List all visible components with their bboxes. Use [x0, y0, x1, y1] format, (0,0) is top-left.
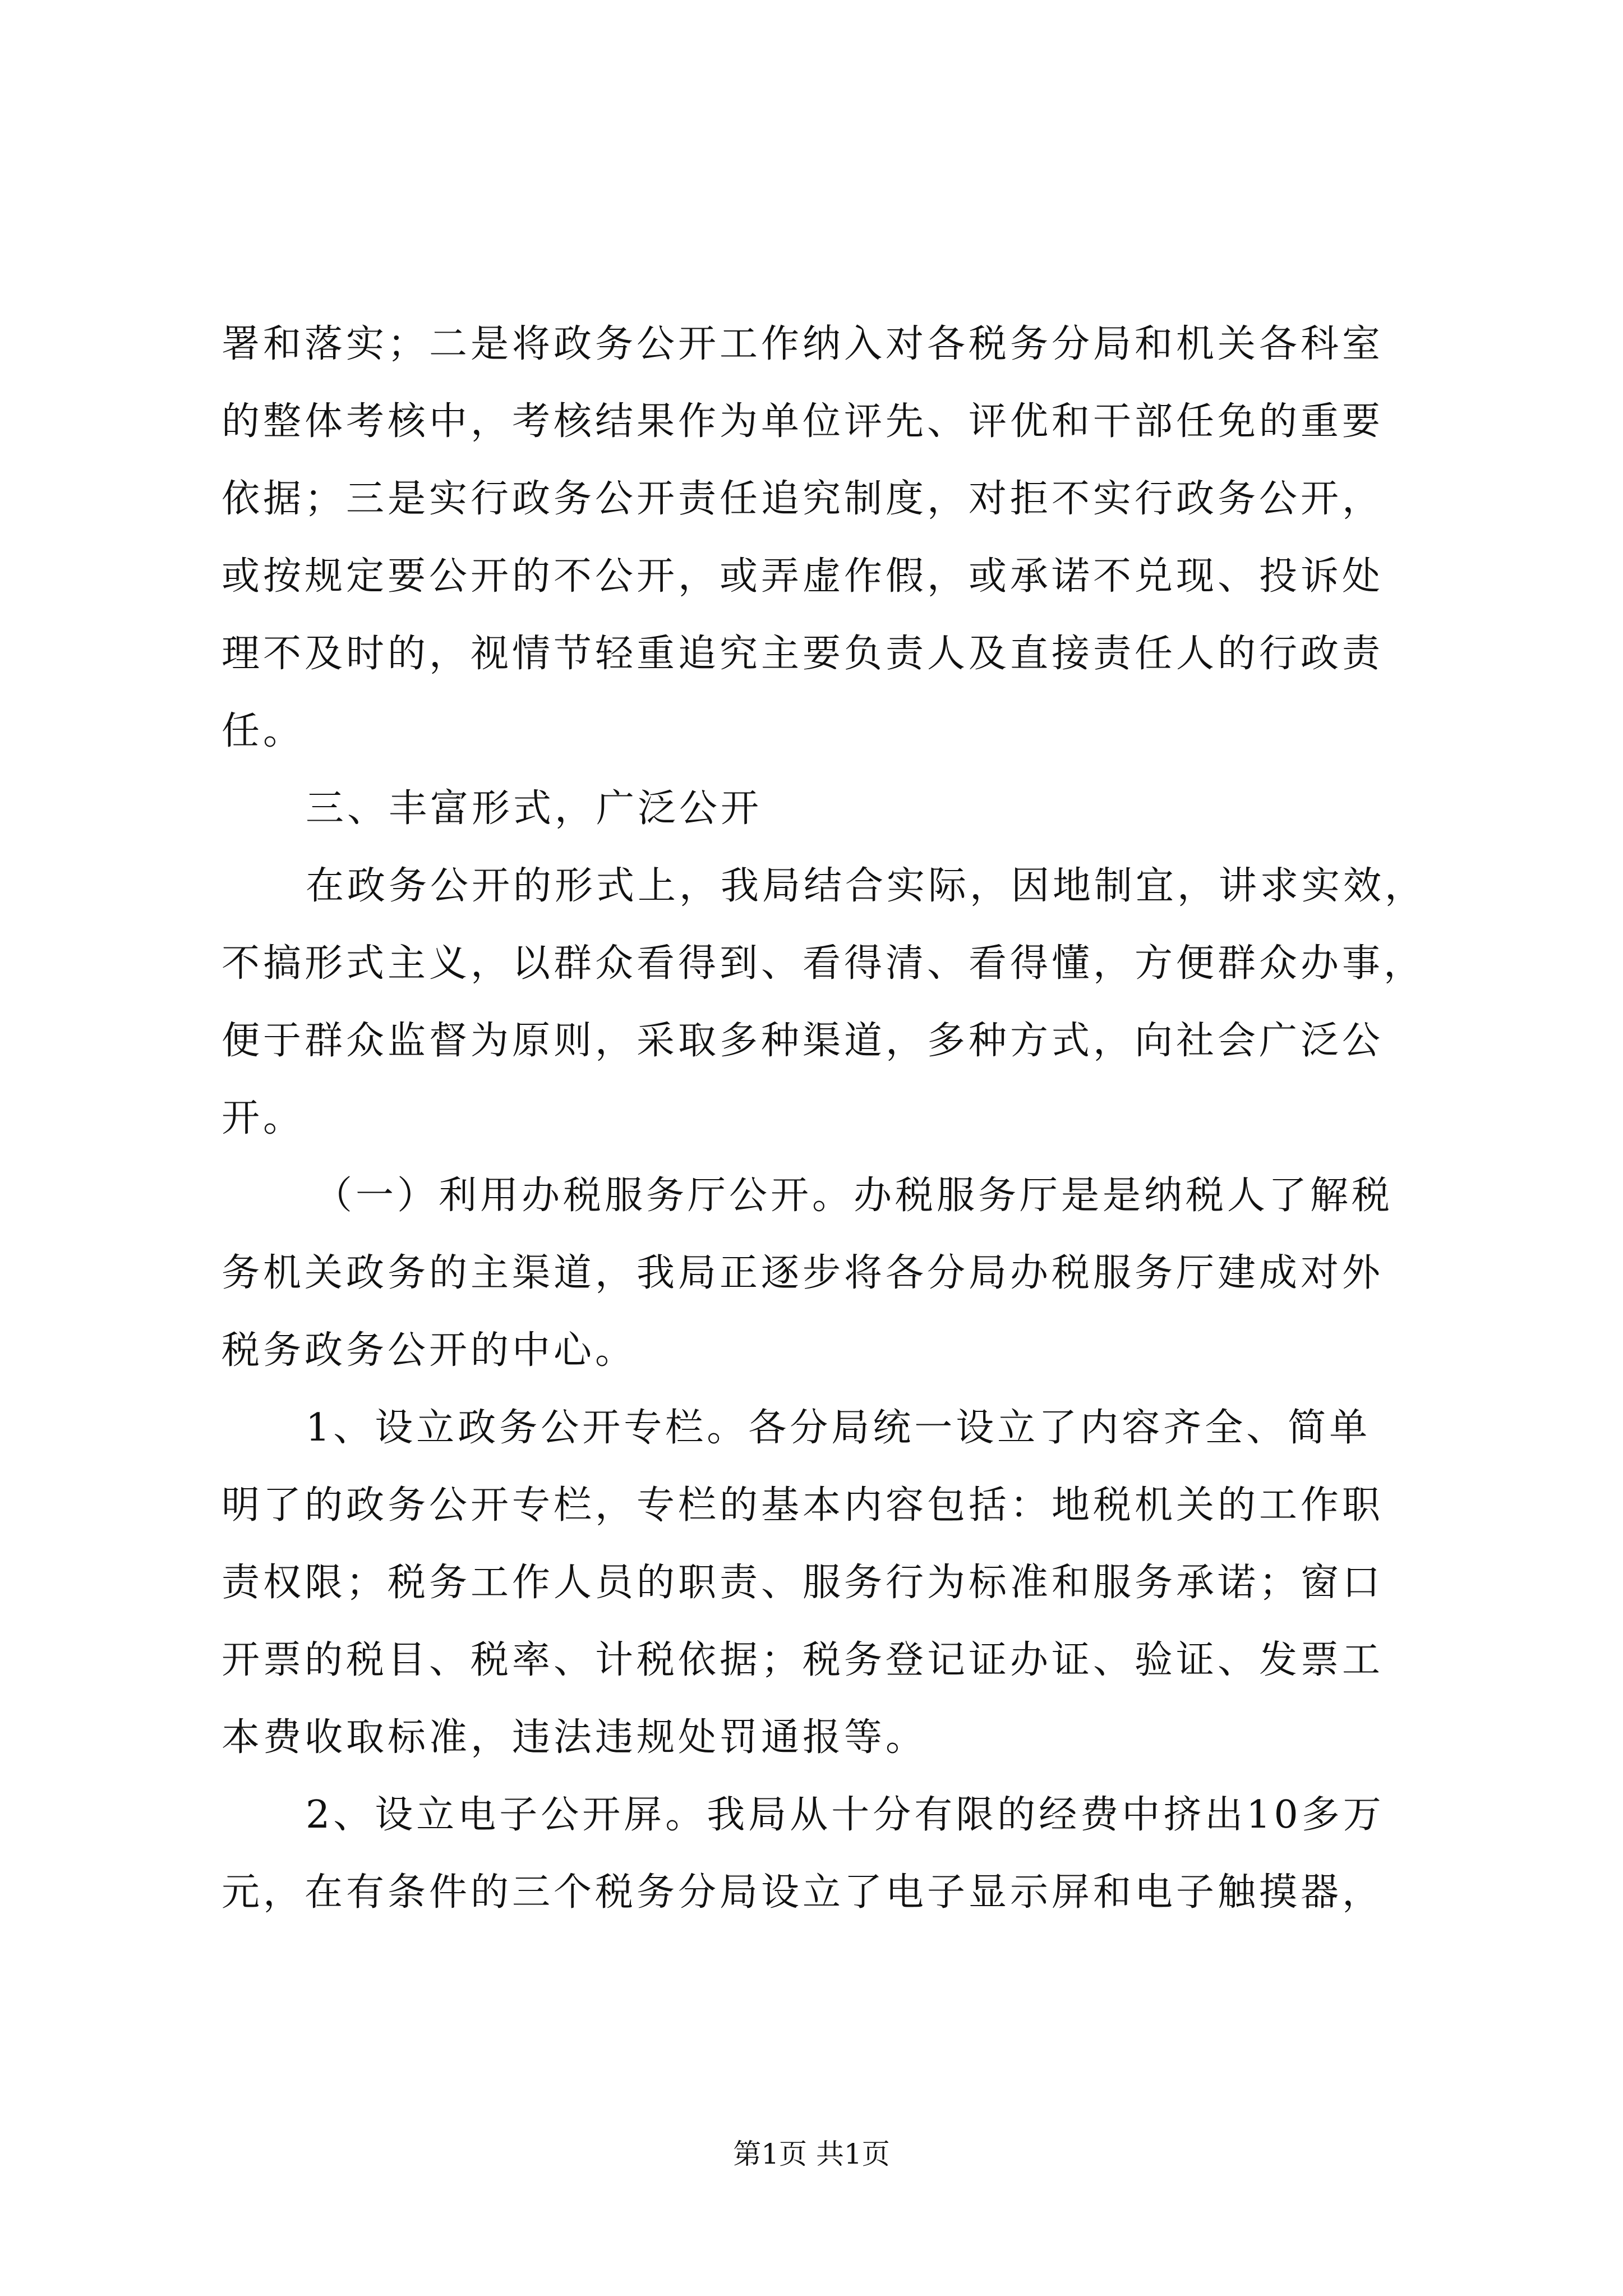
text-line: 元，在有条件的三个税务分局设立了电子显示屏和电子触摸器，	[222, 1870, 1384, 1915]
text-line: 责权限；税务工作人员的职责、服务行为标准和服务承诺；窗口	[222, 1561, 1384, 1605]
text-line: 或按规定要公开的不公开，或弄虚作假，或承诺不兑现、投诉处	[222, 554, 1384, 599]
text-line: 税务政务公开的中心。	[222, 1328, 637, 1373]
subsection-heading: （一）利用办税服务厅公开。办税服务厅是是纳税人了解税	[314, 1174, 1394, 1218]
text-line: 开。	[222, 1096, 305, 1140]
section-heading: 三、丰富形式，广泛公开	[306, 786, 763, 831]
text-line: 在政务公开的形式上，我局结合实际，因地制宜，讲求实效，	[306, 864, 1427, 908]
text-line: 便于群众监督为原则，采取多种渠道，多种方式，向社会广泛公	[222, 1019, 1384, 1063]
text-line: 的整体考核中，考核结果作为单位评先、评优和干部任免的重要	[222, 399, 1384, 444]
text-line: 署和落实；二是将政务公开工作纳入对各税务分局和机关各科室	[222, 322, 1384, 366]
text-line: 明了的政务公开专栏，专栏的基本内容包括：地税机关的工作职	[222, 1483, 1384, 1527]
text-line: 不搞形式主义，以群众看得到、看得清、看得懂，方便群众办事，	[222, 941, 1426, 986]
text-line: 务机关政务的主渠道，我局正逐步将各分局办税服务厅建成对外	[222, 1251, 1384, 1295]
text-line: 开票的税目、税率、计税依据；税务登记证办证、验证、发票工	[222, 1638, 1384, 1682]
text-line: 依据；三是实行政务公开责任追究制度，对拒不实行政务公开，	[222, 477, 1384, 521]
text-line: 任。	[222, 709, 305, 753]
text-line: 本费收取标准，违法违规处罚通报等。	[222, 1715, 928, 1760]
list-item-heading: 1、设立政务公开专栏。各分局统一设立了内容齐全、简单	[306, 1406, 1371, 1450]
text-line: 理不及时的，视情节轻重追究主要负责人及直接责任人的行政责	[222, 632, 1384, 676]
document-body	[222, 306, 1427, 1931]
list-item-heading: 2、设立电子公开屏。我局从十分有限的经费中挤出10多万	[306, 1793, 1385, 1837]
page-footer: 第1页 共1页	[733, 2138, 890, 2170]
